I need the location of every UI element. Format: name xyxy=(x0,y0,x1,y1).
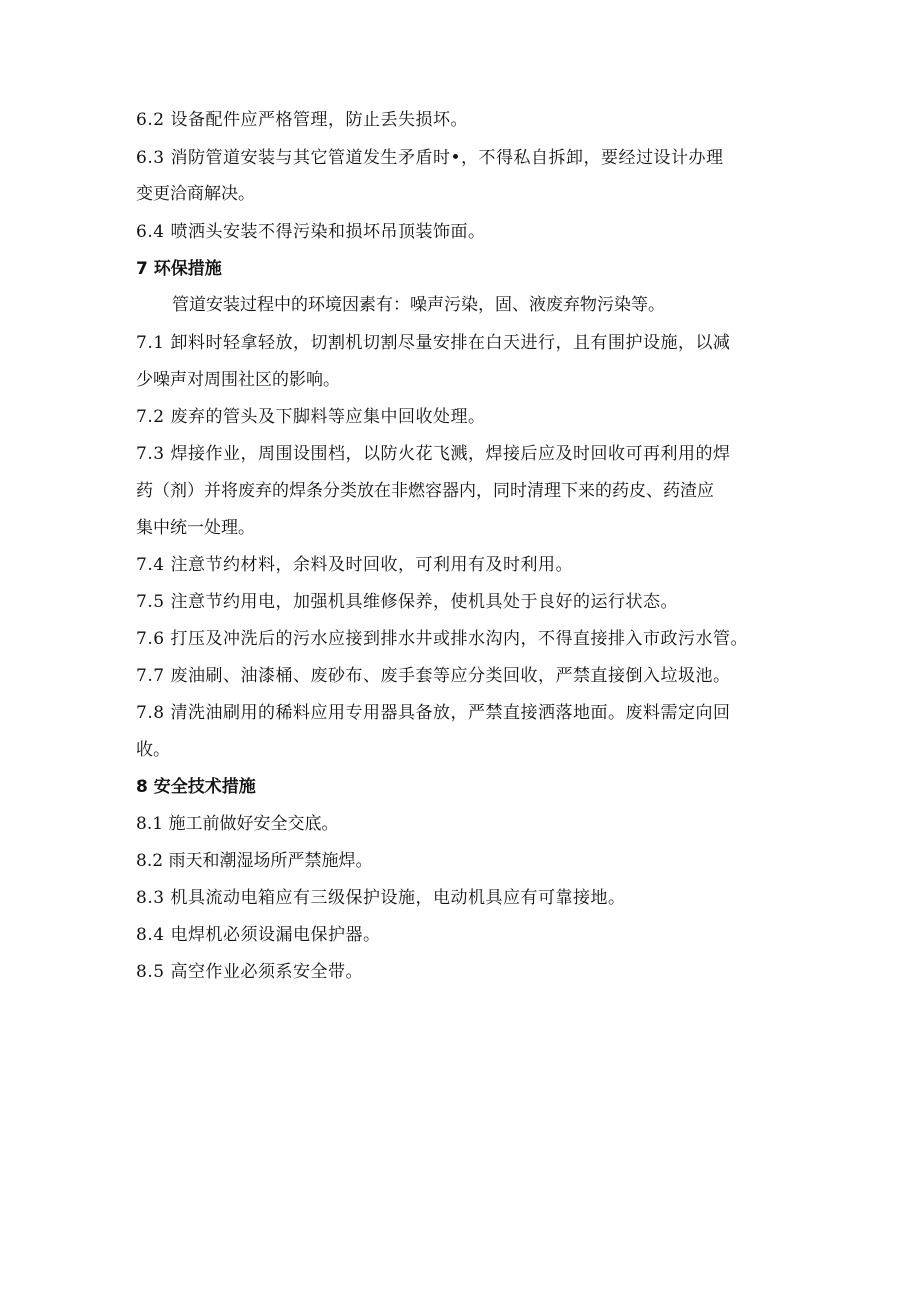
clause-7-3: 7.3 焊接作业，周围设围档，以防火花飞溅，焊接后应及时回收可再利用的焊 xyxy=(136,444,731,464)
clause-7-5: 7.5 注意节约用电，加强机具维修保养，使机具处于良好的运行状态。 xyxy=(136,592,678,612)
clause-6-2: 6.2 设备配件应严格管理，防止丢失损坏。 xyxy=(136,110,468,130)
clause-6-3: 6.3 消防管道安装与其它管道发生矛盾时•，不得私自拆卸，要经过设计办理 xyxy=(136,148,724,168)
clause-8-5: 8.5 高空作业必须系安全带。 xyxy=(136,962,363,982)
clause-7-1: 7.1 卸料时轻拿轻放，切割机切割尽量安排在白天进行，且有围护设施，以减 xyxy=(136,333,731,353)
clause-7-7: 7.7 废油刷、油漆桶、废砂布、废手套等应分类回收，严禁直接倒入垃圾池。 xyxy=(136,666,731,686)
clause-7-8: 7.8 清洗油刷用的稀料应用专用器具备放，严禁直接洒落地面。废料需定向回 xyxy=(136,703,731,723)
clause-6-4: 6.4 喷洒头安装不得污染和损坏吊顶装饰面。 xyxy=(136,222,486,242)
clause-7-2: 7.2 废弃的管头及下脚料等应集中回收处理。 xyxy=(136,407,486,427)
clause-7-4: 7.4 注意节约材料，余料及时回收，可利用有及时利用。 xyxy=(136,555,573,575)
clause-7-3-continued-2: 集中统一处理。 xyxy=(136,518,255,538)
clause-8-3: 8.3 机具流动电箱应有三级保护设施，电动机具应有可靠接地。 xyxy=(136,888,626,908)
clause-7-6: 7.6 打压及冲洗后的污水应接到排水井或排水沟内，不得直接排入市政污水管。 xyxy=(136,629,748,649)
clause-7-1-continued: 少噪声对周围社区的影响。 xyxy=(136,370,340,390)
clause-8-2: 8.2 雨天和潮湿场所严禁施焊。 xyxy=(136,851,373,871)
section-7-intro: 管道安装过程中的环境因素有：噪声污染，固、液废弃物污染等。 xyxy=(172,295,665,315)
section-heading-7: 7 环保措施 xyxy=(136,259,222,279)
section-heading-8: 8 安全技术措施 xyxy=(136,777,256,797)
clause-7-8-continued: 收。 xyxy=(136,740,170,760)
clause-6-3-continued: 变更洽商解决。 xyxy=(136,184,255,204)
clause-8-4: 8.4 电焊机必须设漏电保护器。 xyxy=(136,925,381,945)
clause-8-1: 8.1 施工前做好安全交底。 xyxy=(136,814,339,834)
clause-7-3-continued-1: 药（剂）并将废弃的焊条分类放在非燃容器内，同时清理下来的药皮、药渣应 xyxy=(136,481,714,501)
